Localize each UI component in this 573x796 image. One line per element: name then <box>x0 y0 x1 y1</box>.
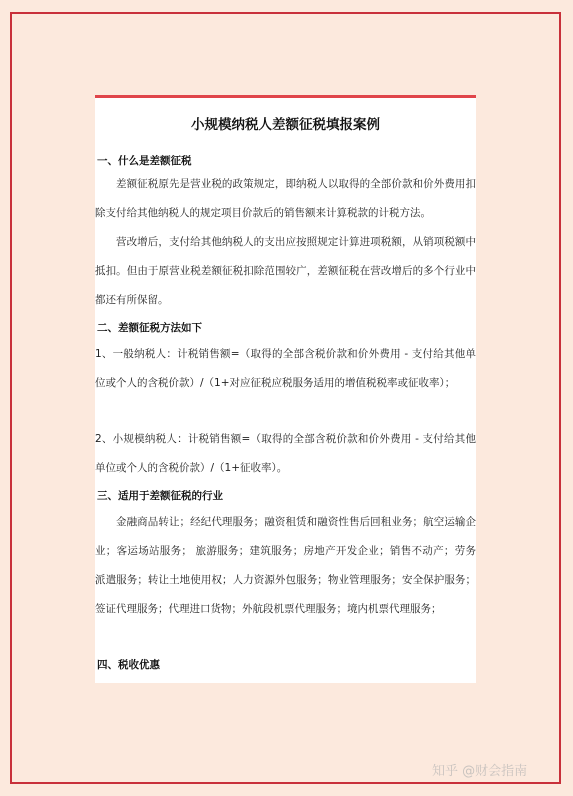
paragraph-industries: 金融商品转让；经纪代理服务；融资租赁和融资性售后回租业务；航空运输企业；客运场站服务； 旅游服务；建筑服务；房地产开发企业；销售不动产；劳务派遣服务；转让土地使用权；人力资源外包服务；物业管理服务；安全保护服务；签证代理服务；代理进口货物；外航段机票代理服务；境内机票代理服务； <box>95 516 476 615</box>
watermark: 知乎 @财会指南 <box>432 764 528 779</box>
top-divider <box>95 95 476 98</box>
section-heading-1: 一、什么是差额征税 <box>97 155 192 167</box>
paragraph-vat-reform: 营改增后，支付给其他纳税人的支出应按照规定计算进项税额，从销项税额中抵扣。但由于原营业税差额征税扣除范围较广，差额征税在营改增后的多个行业中都还有所保留。 <box>95 236 476 306</box>
section-heading-2: 二、差额征税方法如下 <box>97 322 202 334</box>
section-heading-3: 三、适用于差额征税的行业 <box>97 490 223 502</box>
document-page <box>95 95 476 683</box>
paragraph-general-taxpayer: 1、一般纳税人：计税销售额=（取得的全部含税价款和价外费用 - 支付给其他单位或个人的含税价款）/（1+对应征税应税服务适用的增值税税率或征收率）； <box>95 348 476 389</box>
paragraph-small-taxpayer: 2、小规模纳税人：计税销售额=（取得的全部含税价款和价外费用 - 支付给其他单位或个人的含税价款）/（1+征收率）。 <box>95 433 476 474</box>
section-heading-4: 四、税收优惠 <box>97 659 160 671</box>
document-title: 小规模纳税人差额征税填报案例 <box>191 117 380 133</box>
paragraph-definition: 差额征税原先是营业税的政策规定，即纳税人以取得的全部价款和价外费用扣除支付给其他纳税人的规定项目价款后的销售额来计算税款的计税方法。 <box>95 178 476 219</box>
